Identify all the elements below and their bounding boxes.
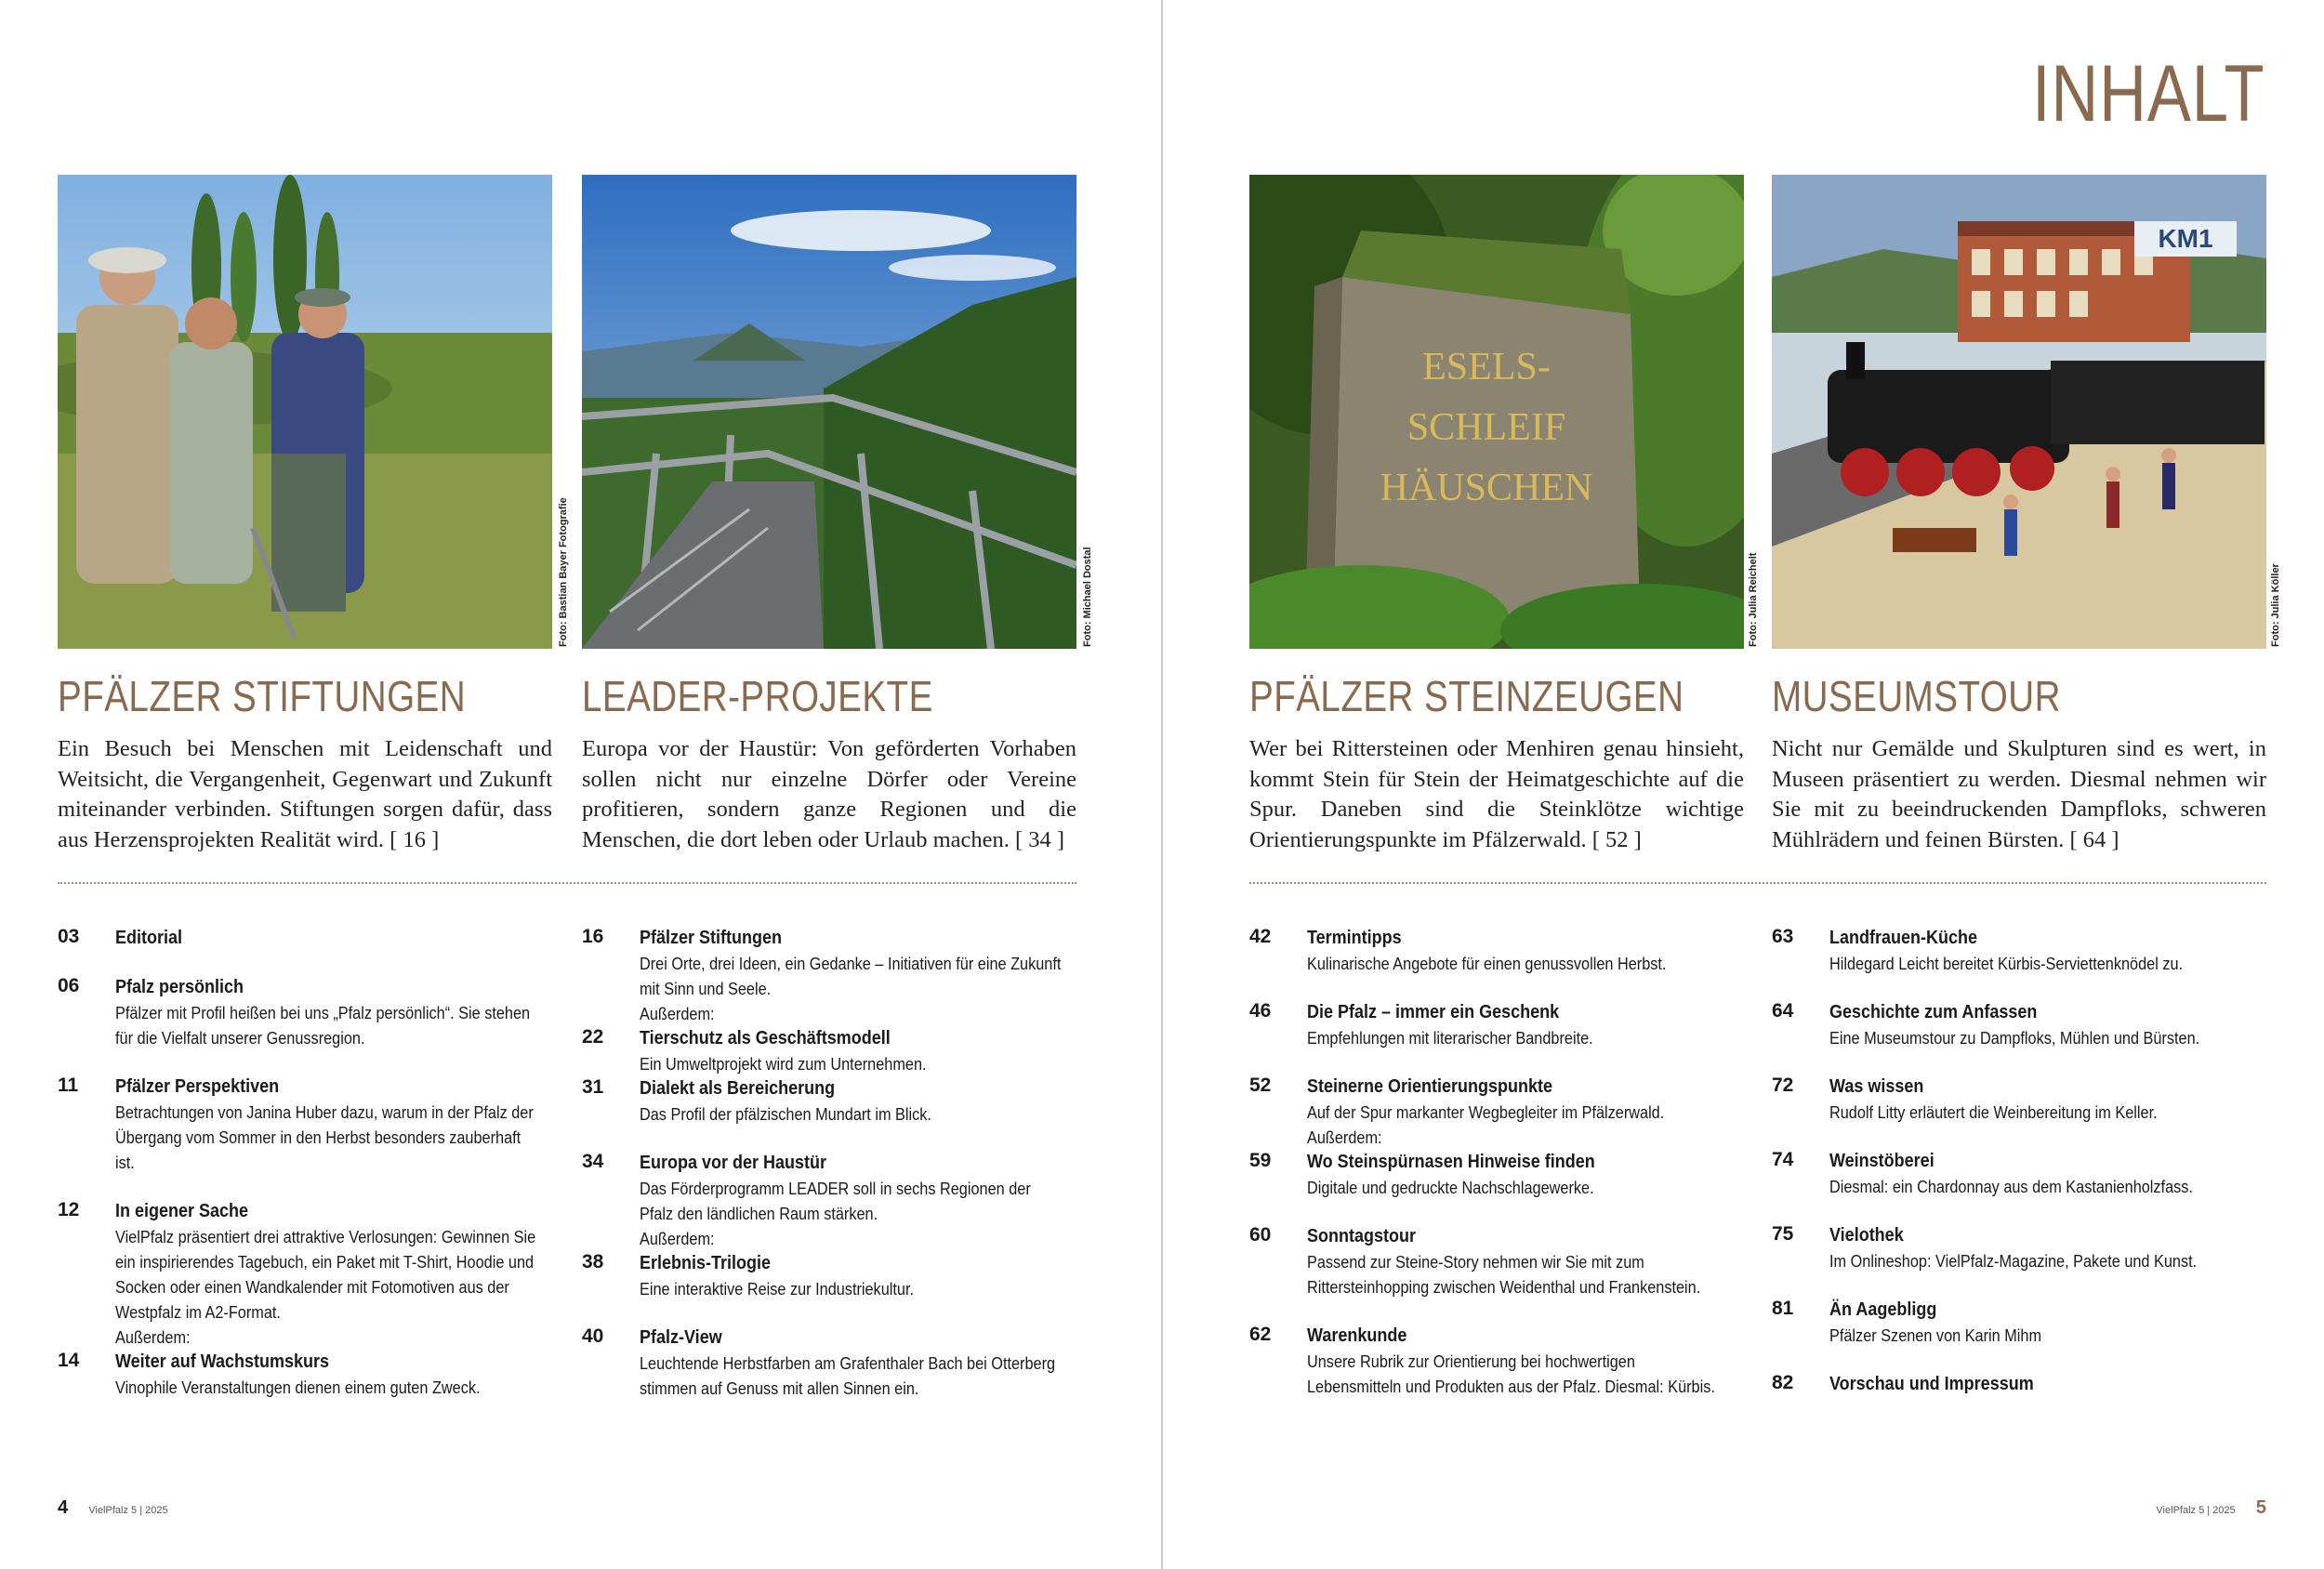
svg-text:KM1: KM1	[2158, 224, 2213, 253]
feature-text-museumstour: Nicht nur Gemälde und Skulpturen sind es wert, in Museen präsentiert zu werden. Diesmal nehmen wir Sie mit zu beeindruckenden Dampfloks, schweren Mühlrädern und feinen Bürsten. [ 64 ]	[1772, 736, 2266, 852]
toc-column-4	[1772, 926, 2255, 1421]
toc-entry[interactable]: 11 Pfälzer Perspektiven Betrachtungen von Janina Huber dazu, warum in der Pfalz der Übergang vom Sommer in den Herbst besonders zauberhaft ist.	[58, 1075, 534, 1172]
toc-entry[interactable]: 31 Dialekt als Bereicherung Das Profil der pfälzischen Mundart im Blick.	[582, 1076, 931, 1124]
photo-stiftungen	[58, 175, 552, 649]
feature-text-leader: Europa vor der Haustür: Von geförderten Vorhaben sollen nicht nur einzelne Dörfer oder Vereine profitieren, sondern ganze Regionen und die Menschen, die dort leben oder Urlaub machen. [ 34 ]	[582, 736, 1076, 852]
page-spine	[1161, 0, 1163, 1569]
divider-dotted	[58, 882, 1076, 884]
svg-text:HÄUSCHEN: HÄUSCHEN	[1380, 467, 1593, 509]
toc-entry[interactable]: 12 In eigener Sache VielPfalz präsentiert drei attraktive Verlosungen: Gewinnen Sie ein inspirierendes Tagebuch, ein Paket mit T-Shirt, Hoodie und Socken oder einen Wandkalender mit Fotomotiven aus der Westpfalz im A2-Format. Außerdem:	[58, 1199, 536, 1347]
toc-entry[interactable]: 62 Warenkunde Unsere Rubrik zur Orientierung bei hochwertigen Lebensmitteln und Produkten aus der Pfalz. Diesmal: Kürbis.	[1249, 1324, 1715, 1396]
feature-text-stiftungen: Ein Besuch bei Menschen mit Leidenschaft und Weitsicht, die Vergangenheit, Gegenwart und Zukunft miteinander verbinden. Stiftungen sorgen dafür, dass aus Herzensprojekten Realität wird. [ 16 ]	[58, 736, 552, 852]
toc-entry[interactable]: 52 Steinerne Orientierungspunkte Auf der Spur markanter Wegbegleiter im Pfälzerwald. Außerdem:	[1249, 1075, 1665, 1147]
magazine-issue-left: VielPfalz 5 | 2025	[88, 1505, 168, 1516]
photo-credit: Foto: Julia Köller	[2270, 563, 2281, 647]
feature-title-museumstour: MUSEUMSTOUR	[1772, 672, 2061, 720]
toc-entry[interactable]: 06 Pfalz persönlich Pfälzer mit Profil heißen bei uns „Pfalz persönlich“. Sie stehen für die Vielfalt unserer Genussregion.	[58, 975, 531, 1048]
footer-left	[58, 1497, 168, 1519]
photo-museumstour	[1772, 175, 2266, 649]
toc-entry[interactable]: 75 Vielothek Im Onlineshop: VielPfalz-Magazine, Pakete und Kunst.	[1772, 1223, 2198, 1271]
toc-column-3	[1249, 926, 1733, 1423]
feature-title-stiftungen: PFÄLZER STIFTUNGEN	[58, 672, 467, 720]
page-number-left: 4	[58, 1497, 69, 1518]
svg-text:ESELS-: ESELS-	[1422, 346, 1551, 389]
divider-dotted	[1249, 882, 2266, 884]
toc-entry[interactable]: 22 Tierschutz als Geschäftsmodell Ein Umweltprojekt wird zum Unternehmen.	[582, 1026, 927, 1074]
toc-entry[interactable]: 03 Editorial	[58, 926, 183, 948]
toc-entry[interactable]: 81 Än Aagebligg Pfälzer Szenen von Karin Mihm	[1772, 1298, 2042, 1345]
photo-credit: Foto: Bastian Bayer Fotografie	[558, 497, 569, 647]
toc-entry[interactable]: 82 Vorschau und Impressum	[1772, 1372, 2034, 1394]
toc-entry[interactable]: 63 Landfrauen-Küche Hildegard Leicht bereitet Kürbis-Serviettenknödel zu.	[1772, 926, 2184, 973]
feature-title-leader: LEADER-PROJEKTE	[582, 672, 933, 720]
toc-entry[interactable]: 14 Weiter auf Wachstumskurs Vinophile Veranstaltungen dienen einem guten Zweck.	[58, 1350, 481, 1397]
toc-entry[interactable]: 34 Europa vor der Haustür Das Förderprogramm LEADER soll in sechs Regionen der Pfalz den ländlichen Raum stärken. Außerdem:	[582, 1151, 1031, 1248]
photo-credit: Foto: Michael Dostal	[1082, 547, 1093, 647]
svg-text:SCHLEIF: SCHLEIF	[1406, 406, 1566, 449]
photo-leader	[582, 175, 1076, 649]
toc-column-2	[582, 926, 1065, 1425]
toc-entry[interactable]: 46 Die Pfalz – immer ein Geschenk Empfehlungen mit literarischer Bandbreite.	[1249, 1000, 1593, 1048]
page-number-right: 5	[2255, 1497, 2266, 1518]
photo-credit: Foto: Julia Reichelt	[1748, 552, 1759, 647]
toc-entry[interactable]: 38 Erlebnis-Trilogie Eine interaktive Reise zur Industriekultur.	[582, 1251, 914, 1299]
page-heading-inhalt: INHALT	[2031, 49, 2265, 138]
feature-title-steinzeugen: PFÄLZER STEINZEUGEN	[1249, 672, 1684, 720]
toc-entry[interactable]: 72 Was wissen Rudolf Litty erläutert die Weinbereitung im Keller.	[1772, 1075, 2158, 1122]
toc-entry[interactable]: 16 Pfälzer Stiftungen Drei Orte, drei Ideen, ein Gedanke – Initiativen für eine Zukunft mit Sinn und Seele. Außerdem:	[582, 926, 1062, 1023]
toc-entry[interactable]: 60 Sonntagstour Passend zur Steine-Story nehmen wir Sie mit zum Rittersteinhopping zwischen Weidenthal und Frankenstein.	[1249, 1224, 1701, 1297]
footer-right	[2156, 1497, 2266, 1519]
toc-entry[interactable]: 42 Termintipps Kulinarische Angebote für einen genussvollen Herbst.	[1249, 926, 1667, 973]
magazine-issue-right: VielPfalz 5 | 2025	[2156, 1505, 2236, 1516]
toc-entry[interactable]: 74 Weinstöberei Diesmal: ein Chardonnay aus dem Kastanienholzfass.	[1772, 1149, 2193, 1196]
photo-steinzeugen	[1249, 175, 1744, 649]
feature-text-steinzeugen: Wer bei Rittersteinen oder Menhiren genau hinsieht, kommt Stein für Stein der Heimatgeschichte auf die Spur. Daneben sind die Steinklötze wichtige Orientierungspunkte im Pfälzerwald. [ 52 ]	[1249, 736, 1744, 852]
toc-column-1	[58, 926, 541, 1424]
toc-entry[interactable]: 64 Geschichte zum Anfassen Eine Museumstour zu Dampfloks, Mühlen und Bürsten.	[1772, 1000, 2200, 1048]
toc-entry[interactable]: 40 Pfalz-View Leuchtende Herbstfarben am Grafenthaler Bach bei Otterberg stimmen auf Genuss mit allen Sinnen ein.	[582, 1325, 1056, 1398]
toc-entry[interactable]: 59 Wo Steinspürnasen Hinweise finden Digitale und gedruckte Nachschlagewerke.	[1249, 1150, 1595, 1197]
